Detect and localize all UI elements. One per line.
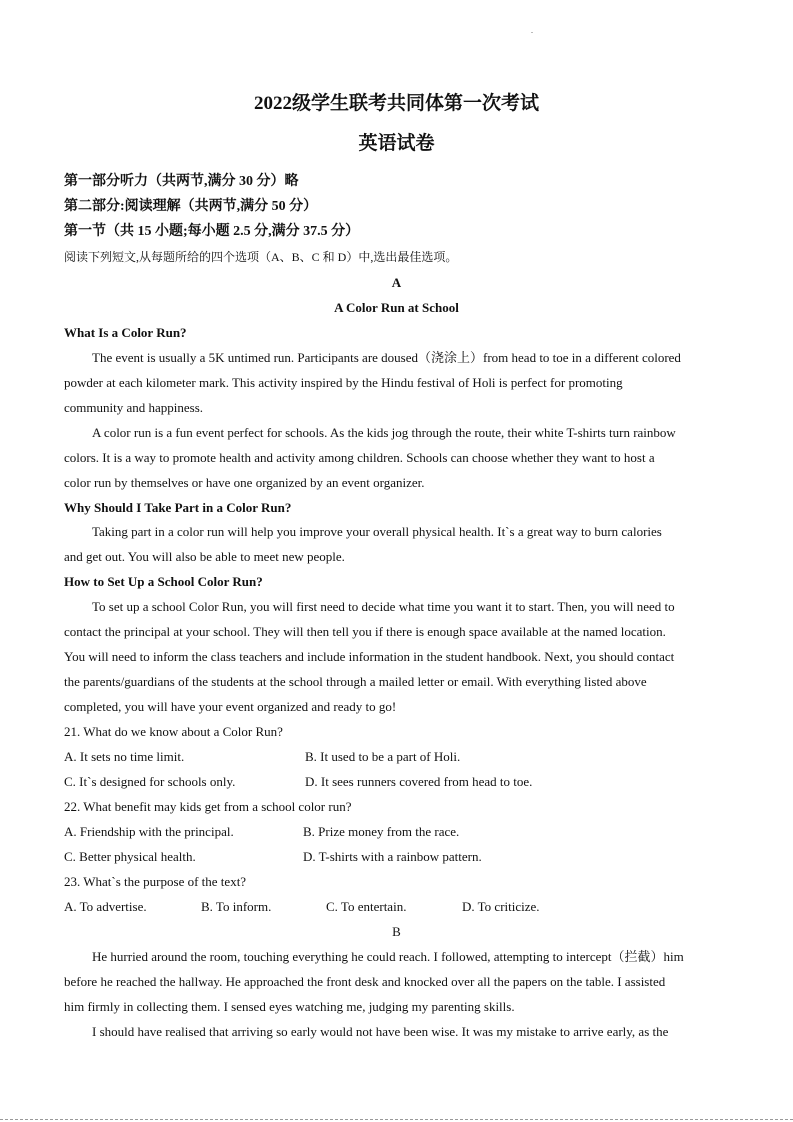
paragraph-line: The event is usually a 5K untimed run. Participants are doused（浇涂上）from head to toe in a different colored <box>92 350 681 365</box>
paragraph-line: I should have realised that arriving so early would not have been wise. It was my mistake to arrive early, as the <box>92 1024 669 1039</box>
option-22-c: C. Better physical health. <box>64 849 196 864</box>
part-two-heading: 第二部分:阅读理解（共两节,满分 50 分） <box>64 199 318 214</box>
paragraph-line: powder at each kilometer mark. This activity inspired by the Hindu festival of Holi is perfect for promoting <box>64 375 623 390</box>
paragraph-line: He hurried around the room, touching everything he could reach. I followed, attempting to intercept（拦截）him <box>92 949 684 964</box>
page-bottom-rule <box>0 1119 793 1120</box>
option-22-b: B. Prize money from the race. <box>303 824 460 839</box>
option-22-d: D. T-shirts with a rainbow pattern. <box>303 849 482 864</box>
instructions: 阅读下列短文,从每题所给的四个选项（A、B、C 和 D）中,选出最佳选项。 <box>64 250 458 264</box>
paragraph-line: A color run is a fun event perfect for schools. As the kids jog through the route, their white T-shirts turn rainbow <box>92 425 676 440</box>
option-23-b: B. To inform. <box>201 899 272 914</box>
option-23-a: A. To advertise. <box>64 899 147 914</box>
passage-a-label: A <box>391 275 402 290</box>
section-one-heading: 第一节（共 15 小题;每小题 2.5 分,满分 37.5 分） <box>64 224 360 239</box>
paragraph-line: contact the principal at your school. They will then tell you if there is enough space available at the named location. <box>64 624 666 639</box>
option-23-d: D. To criticize. <box>462 899 540 914</box>
paragraph-line: colors. It is a way to promote health and activity among children. Schools can choose whether they want to host a <box>64 450 655 465</box>
option-21-d: D. It sees runners covered from head to toe. <box>305 774 533 789</box>
option-21-b: B. It used to be a part of Holi. <box>305 749 461 764</box>
paragraph-line: You will need to inform the class teachers and include information in the student handbook. Next, you should contact <box>64 649 675 664</box>
heading-what-is: What Is a Color Run? <box>64 325 187 340</box>
heading-how: How to Set Up a School Color Run? <box>64 574 263 589</box>
paragraph-line: To set up a school Color Run, you will first need to decide what time you want it to start. Then, you will need to <box>92 599 675 614</box>
option-23-c: C. To entertain. <box>326 899 407 914</box>
paragraph-line: Taking part in a color run will help you improve your overall physical health. It`s a great way to burn calories <box>92 524 662 539</box>
option-22-a: A. Friendship with the principal. <box>64 824 234 839</box>
heading-why: Why Should I Take Part in a Color Run? <box>64 500 292 515</box>
question-21-stem: 21. What do we know about a Color Run? <box>64 724 283 739</box>
paragraph-line: the parents/guardians of the students at the school through a mailed letter or email. With everything listed above <box>64 674 647 689</box>
exam-title: 2022级学生联考共同体第一次考试 <box>253 93 539 114</box>
paragraph-line: him firmly in collecting them. I sensed eyes watching me, judging my parenting skills. <box>64 999 515 1014</box>
paragraph-line: color run by themselves or have one organized by an event organizer. <box>64 475 425 490</box>
paragraph-line: community and happiness. <box>64 400 204 415</box>
question-23-stem: 23. What`s the purpose of the text? <box>64 874 247 889</box>
passage-b-label: B <box>392 924 401 939</box>
scan-mark <box>531 32 533 33</box>
passage-a-title: A Color Run at School <box>334 300 459 315</box>
question-22-stem: 22. What benefit may kids get from a school color run? <box>64 799 352 814</box>
option-21-c: C. It`s designed for schools only. <box>64 774 236 789</box>
exam-subtitle: 英语试卷 <box>358 133 435 154</box>
paragraph-line: before he reached the hallway. He approached the front desk and knocked over all the papers on the table. I assisted <box>64 974 666 989</box>
paragraph-line: and get out. You will also be able to meet new people. <box>64 549 345 564</box>
part-one-heading: 第一部分听力（共两节,满分 30 分）略 <box>64 174 299 189</box>
paragraph-line: completed, you will have your event organized and ready to go! <box>64 699 397 714</box>
option-21-a: A. It sets no time limit. <box>64 749 185 764</box>
